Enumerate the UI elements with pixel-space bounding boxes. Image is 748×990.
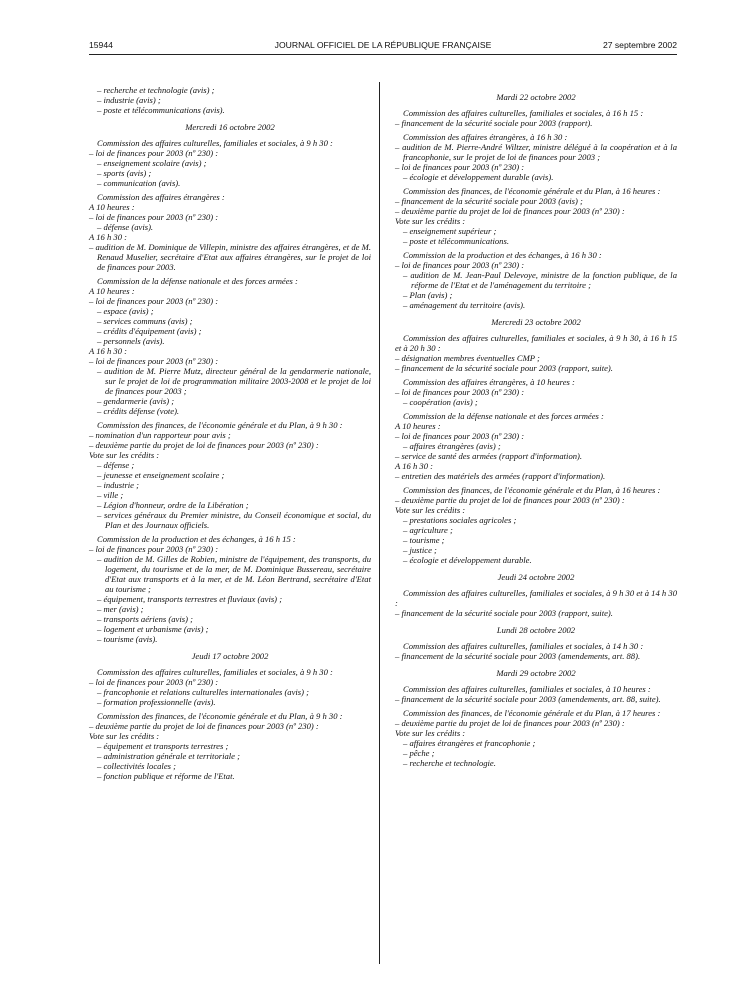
agenda-item: – prestations sociales agricoles ;	[403, 515, 517, 525]
committee-heading: Commission des affaires culturelles, familiales et sociales, à 9 h 30 :	[97, 667, 333, 677]
agenda-item: – espace (avis) ;	[97, 306, 154, 316]
agenda-item: – tourisme ;	[403, 535, 445, 545]
committee-heading: Commission des affaires étrangères :	[97, 192, 225, 202]
date-heading: Mardi 22 octobre 2002	[496, 92, 576, 102]
agenda-item: – financement de la sécurité sociale pour 2003 (amendements, art. 88, suite).	[395, 694, 661, 704]
agenda-item: – financement de la sécurité sociale pour 2003 (rapport, suite).	[395, 363, 613, 373]
agenda-item: – enseignement scolaire (avis) ;	[97, 158, 207, 168]
committee-heading: Commission des affaires culturelles, familiales et sociales, à 9 h 30 et à 14 h 30 :	[395, 588, 677, 608]
agenda-item: – francophonie et relations culturelles internationales (avis) ;	[97, 687, 310, 697]
agenda-item: – collectivités locales ;	[97, 761, 176, 771]
agenda-item: – loi de finances pour 2003 (nº 230) :	[89, 677, 219, 687]
journal-title: JOURNAL OFFICIEL DE LA RÉPUBLIQUE FRANÇAISE	[274, 40, 492, 50]
agenda-item: Vote sur les crédits :	[395, 505, 466, 515]
agenda-item: – Plan (avis) ;	[403, 290, 453, 300]
agenda-item: – gendarmerie (avis) ;	[97, 396, 175, 406]
committee-heading: Commission des affaires culturelles, familiales et sociales, à 9 h 30, à 16 h 15 et à 20 h 30 :	[395, 333, 677, 353]
agenda-item: – fonction publique et réforme de l'Etat.	[97, 771, 235, 781]
committee-heading: Commission des finances, de l'économie générale et du Plan, à 16 heures :	[403, 485, 661, 495]
page-header	[89, 40, 677, 54]
agenda-item: – audition de M. Pierre-André Wiltzer, ministre délégué à la coopération et à la francophonie, sur le projet de loi de finances pour 2003 ;	[395, 142, 677, 162]
agenda-item: – crédits d'équipement (avis) ;	[97, 326, 202, 336]
agenda-item: – équipement et transports terrestres ;	[97, 741, 229, 751]
agenda-item: – équipement, transports terrestres et fluviaux (avis) ;	[97, 594, 283, 604]
agenda-item: – nomination d'un rapporteur pour avis ;	[89, 430, 231, 440]
committee-heading: Commission des affaires étrangères, à 10 heures :	[403, 377, 575, 387]
agenda-item: – coopération (avis) ;	[403, 397, 478, 407]
agenda-item: – loi de finances pour 2003 (nº 230) :	[89, 148, 219, 158]
agenda-item: – ville ;	[97, 490, 124, 500]
committee-heading: Commission des finances, de l'économie générale et du Plan, à 17 heures :	[403, 708, 661, 718]
committee-heading: Commission des affaires culturelles, familiales et sociales, à 10 heures :	[403, 684, 651, 694]
agenda-item: A 16 h 30 :	[89, 232, 128, 242]
agenda-item: – affaires étrangères et francophonie ;	[403, 738, 536, 748]
agenda-item: – deuxième partie du projet de loi de finances pour 2003 (nº 230) :	[89, 440, 319, 450]
agenda-item: – loi de finances pour 2003 (nº 230) :	[89, 212, 219, 222]
committee-heading: Commission des affaires étrangères, à 16 h 30 :	[403, 132, 568, 142]
agenda-item: – service de santé des armées (rapport d'information).	[395, 451, 583, 461]
date-heading: Mardi 29 octobre 2002	[496, 668, 576, 678]
agenda-item: – audition de M. Gilles de Robien, ministre de l'équipement, des transports, du logement, du tourisme et de la mer, de M. Dominique Bussereau, secrétaire d'Etat aux transports et à la mer, et de M. Léon Bertrand, secrétaire d'Etat au tourisme ;	[97, 554, 371, 594]
agenda-item: – loi de finances pour 2003 (nº 230) :	[89, 544, 219, 554]
agenda-item: – enseignement supérieur ;	[403, 226, 497, 236]
agenda-item: – aménagement du territoire (avis).	[403, 300, 526, 310]
publication-date: 27 septembre 2002	[602, 40, 677, 50]
committee-heading: Commission des finances, de l'économie générale et du Plan, à 9 h 30 :	[97, 420, 343, 430]
agenda-item: – écologie et développement durable.	[403, 555, 532, 565]
agenda-item: – entretien des matériels des armées (rapport d'information).	[395, 471, 606, 481]
agenda-item: – écologie et développement durable (avis).	[403, 172, 554, 182]
agenda-item: – financement de la sécurité sociale pour 2003 (avis) ;	[395, 196, 583, 206]
date-heading: Jeudi 24 octobre 2002	[497, 572, 575, 582]
agenda-item: – crédits défense (vote).	[97, 406, 180, 416]
agenda-item: – recherche et technologie.	[403, 758, 496, 768]
agenda-item: – recherche et technologie (avis) ;	[97, 85, 215, 95]
agenda-item: – jeunesse et enseignement scolaire ;	[97, 470, 225, 480]
header-rule	[89, 54, 677, 55]
agenda-item: – agriculture ;	[403, 525, 453, 535]
agenda-item: A 10 heures :	[395, 421, 441, 431]
agenda-item: – services généraux du Premier ministre, du Conseil économique et social, du Plan et des Journaux officiels.	[97, 510, 371, 530]
left-column	[89, 85, 371, 781]
agenda-item: – désignation membres éventuelles CMP ;	[395, 353, 540, 363]
agenda-item: – audition de M. Jean-Paul Delevoye, ministre de la fonction publique, de la réforme de l'Etat et de l'aménagement du territoire ;	[403, 270, 677, 290]
agenda-item: – Légion d'honneur, ordre de la Libération ;	[97, 500, 249, 510]
committee-heading: Commission des finances, de l'économie générale et du Plan, à 9 h 30 :	[97, 711, 343, 721]
agenda-item: – deuxième partie du projet de loi de finances pour 2003 (nº 230) :	[395, 718, 625, 728]
agenda-item: – industrie ;	[97, 480, 140, 490]
page-number: 15944	[89, 40, 113, 50]
date-heading: Lundi 28 octobre 2002	[496, 625, 576, 635]
committee-heading: Commission de la production et des échanges, à 16 h 15 :	[97, 534, 296, 544]
agenda-item: Vote sur les crédits :	[395, 216, 466, 226]
agenda-item: – transports aériens (avis) ;	[97, 614, 193, 624]
agenda-item: – justice ;	[403, 545, 437, 555]
column-divider	[379, 82, 380, 964]
agenda-item: A 10 heures :	[89, 286, 135, 296]
agenda-item: – services communs (avis) ;	[97, 316, 193, 326]
agenda-item: – financement de la sécurité sociale pour 2003 (rapport).	[395, 118, 593, 128]
agenda-item: A 16 h 30 :	[395, 461, 434, 471]
committee-heading: Commission des affaires culturelles, familiales et sociales, à 14 h 30 :	[403, 641, 644, 651]
date-heading: Mercredi 23 octobre 2002	[491, 317, 581, 327]
agenda-item: A 10 heures :	[89, 202, 135, 212]
committee-heading: Commission de la défense nationale et des forces armées :	[97, 276, 298, 286]
committee-heading: Commission des affaires culturelles, familiales et sociales, à 16 h 15 :	[403, 108, 644, 118]
agenda-item: – poste et télécommunications.	[403, 236, 509, 246]
agenda-item: – loi de finances pour 2003 (nº 230) :	[89, 356, 219, 366]
agenda-item: Vote sur les crédits :	[89, 450, 160, 460]
agenda-item: – loi de finances pour 2003 (nº 230) :	[395, 162, 525, 172]
agenda-item: – loi de finances pour 2003 (nº 230) :	[395, 387, 525, 397]
committee-heading: Commission des affaires culturelles, familiales et sociales, à 9 h 30 :	[97, 138, 333, 148]
agenda-item: Vote sur les crédits :	[89, 731, 160, 741]
agenda-item: – formation professionnelle (avis).	[97, 697, 216, 707]
agenda-item: – audition de M. Pierre Mutz, directeur général de la gendarmerie nationale, sur le projet de loi de programmation militaire 2003-2008 et le projet de loi de finances pour 2003 ;	[97, 366, 371, 396]
agenda-item: – loi de finances pour 2003 (nº 230) :	[89, 296, 219, 306]
date-heading: Jeudi 17 octobre 2002	[191, 651, 269, 661]
date-heading: Mercredi 16 octobre 2002	[185, 122, 275, 132]
agenda-item: – défense (avis).	[97, 222, 154, 232]
right-column	[395, 85, 677, 768]
agenda-item: – deuxième partie du projet de loi de finances pour 2003 (nº 230) :	[395, 495, 625, 505]
agenda-item: – communication (avis).	[97, 178, 181, 188]
agenda-item: – affaires étrangères (avis) ;	[403, 441, 501, 451]
agenda-item: – personnels (avis).	[97, 336, 165, 346]
agenda-item: – sports (avis) ;	[97, 168, 152, 178]
agenda-item: – logement et urbanisme (avis) ;	[97, 624, 209, 634]
committee-heading: Commission de la défense nationale et des forces armées :	[403, 411, 604, 421]
agenda-item: – financement de la sécurité sociale pour 2003 (amendements, art. 88).	[395, 651, 641, 661]
agenda-item: – tourisme (avis).	[97, 634, 158, 644]
agenda-item: – industrie (avis) ;	[97, 95, 161, 105]
agenda-item: – mer (avis) ;	[97, 604, 144, 614]
agenda-item: – poste et télécommunications (avis).	[97, 105, 225, 115]
agenda-item: – financement de la sécurité sociale pour 2003 (rapport, suite).	[395, 608, 613, 618]
agenda-item: – loi de finances pour 2003 (nº 230) :	[395, 260, 525, 270]
agenda-item: – deuxième partie du projet de loi de finances pour 2003 (nº 230) :	[395, 206, 625, 216]
agenda-item: A 16 h 30 :	[89, 346, 128, 356]
agenda-item: – deuxième partie du projet de loi de finances pour 2003 (nº 230) :	[89, 721, 319, 731]
agenda-item: – audition de M. Dominique de Villepin, ministre des affaires étrangères, et de M. Renaud Muselier, secrétaire d'Etat aux affaires étrangères, sur le projet de loi de finances pour 2003.	[89, 242, 371, 272]
agenda-item: – défense ;	[97, 460, 135, 470]
committee-heading: Commission des finances, de l'économie générale et du Plan, à 16 heures :	[403, 186, 661, 196]
agenda-item: – loi de finances pour 2003 (nº 230) :	[395, 431, 525, 441]
committee-heading: Commission de la production et des échanges, à 16 h 30 :	[403, 250, 602, 260]
agenda-item: Vote sur les crédits :	[395, 728, 466, 738]
agenda-item: – administration générale et territoriale ;	[97, 751, 240, 761]
agenda-item: – pêche ;	[403, 748, 435, 758]
